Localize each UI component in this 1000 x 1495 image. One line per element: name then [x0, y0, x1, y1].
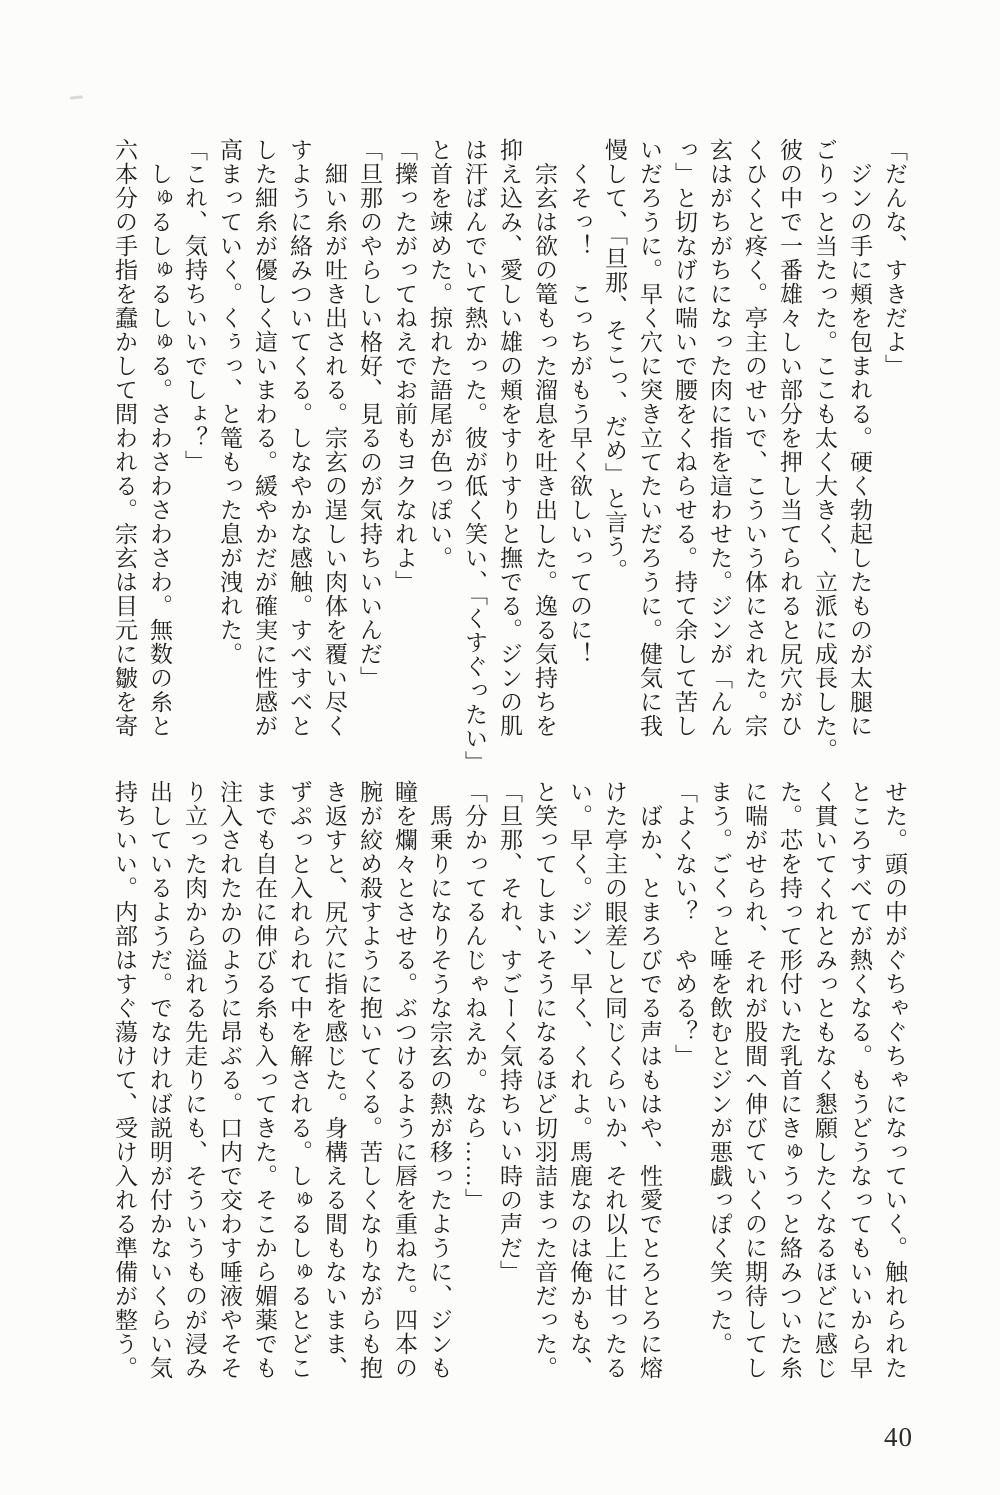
text-line: い。早く。ジン、早く、くれよ。馬鹿なのは俺かもな、 — [567, 780, 592, 1380]
text-line: 「分かってるんじゃねえか。なら……」 — [462, 780, 487, 1212]
text-line: すように絡みついてくる。しなやかな感触。すべすべと — [287, 138, 312, 738]
text-line: っ」と切なげに喘いで腰をくねらせる。持て余して苦し — [672, 138, 697, 738]
text-line: と笑ってしまいそうになるほど切羽詰まった音だった。 — [532, 780, 557, 1380]
text-line: く貫いてくれとみっともなく懇願したくなるほどに感じ — [812, 780, 837, 1380]
scan-artifact — [70, 95, 83, 99]
page-number: 40 — [884, 1422, 913, 1452]
text-line: 持ちいい。内部はすぐ蕩けて、受け入れる準備が整う。 — [112, 780, 137, 1380]
text-line: せた。頭の中がぐちゃぐちゃになっていく。触れられた — [882, 780, 907, 1380]
text-line: り立った肉から溢れる先走りにも、そういうものが浸み — [182, 780, 207, 1380]
text-line: 注入されたかのように昂ぶる。口内で交わす唾液やそそ — [217, 780, 242, 1380]
text-line: いだろうに。早く穴に突き立てたいだろうに。健気に我 — [637, 138, 662, 738]
text-line: ごりっと当たった。ここも太く大きく、立派に成長した。 — [812, 138, 837, 762]
bottom-text-block — [107, 780, 912, 1406]
text-line: ところすべてが熱くなる。もうどうなってもいいから早 — [847, 780, 872, 1380]
text-line: 宗玄は欲の篭もった溜息を吐き出した。逸る気持ちを — [532, 138, 557, 738]
text-line: した細糸が優しく這いまわる。緩やかだが確実に性感が — [252, 138, 277, 738]
text-line: 六本分の手指を蠢かして問われる。宗玄は目元に皺を寄 — [112, 138, 137, 738]
text-line: に喘がせられ、それが股間へ伸びていくのに期待してし — [742, 780, 767, 1380]
text-line: くそっ！ こっちがもう早く欲しいってのに！ — [567, 138, 592, 666]
text-line: 馬乗りになりそうな宗玄の熱が移ったように、ジンも — [427, 780, 452, 1380]
text-line: 細い糸が吐き出される。宗玄の逞しい肉体を覆い尽く — [322, 138, 347, 738]
text-line: 慢して、「旦那、そこっ、だめ」と言う。 — [602, 138, 627, 583]
text-line: 「よくない？ やめる？」 — [672, 780, 697, 1068]
text-line: 抑え込み、愛しい雄の頬をすりすりと撫でる。ジンの肌 — [497, 138, 522, 738]
text-line: き返すと、尻穴に指を感じた。身構える間もないまま、 — [322, 780, 347, 1380]
text-line: ずぷっと入れられて中を解される。しゅるしゅるとどこ — [287, 780, 312, 1380]
text-line: た。芯を持って形付いた乳首にきゅうっと絡みついた糸 — [777, 780, 802, 1380]
text-line: 高まっていく。くぅっ、と篭もった息が洩れた。 — [217, 138, 242, 666]
text-line: ジンの手に頬を包まれる。硬く勃起したものが太腿に — [847, 138, 872, 738]
text-line: は汗ばんでいて熱かった。彼が低く笑い、「くすぐったい」 — [462, 138, 487, 775]
text-line: しゅるしゅるしゅる。さわさわさわさわ。無数の糸と — [147, 138, 172, 738]
text-line: 「旦那、それ、すごーく気持ちいい時の声だ」 — [497, 780, 522, 1284]
text-line: くひくと疼く。亭主のせいで、こういう体にされた。宗 — [742, 138, 767, 738]
text-line: まう。ごくっと唾を飲むとジンが悪戯っぽく笑った。 — [707, 780, 732, 1356]
text-line: 腕が絞め殺すように抱いてくる。苦しくなりながらも抱 — [357, 780, 382, 1380]
text-line: 「だんな、すきだよ」 — [882, 138, 907, 378]
text-line: 出しているようだ。でなければ説明が付かないくらい気 — [147, 780, 172, 1380]
text-line: 「これ、気持ちいいでしょ？」 — [182, 138, 207, 474]
text-line: 彼の中で一番雄々しい部分を押し当てられると尻穴がひ — [777, 138, 802, 738]
text-line: までも自在に伸びる糸も入ってきた。そこから媚薬でも — [252, 780, 277, 1380]
text-line: ばか、とまろびでる声はもはや、性愛でとろとろに熔 — [637, 780, 662, 1380]
text-line: けた亭主の眼差しと同じくらいか、それ以上に甘ったる — [602, 780, 627, 1380]
text-line: 瞳を爛々とさせる。ぶつけるように唇を重ねた。四本の — [392, 780, 417, 1380]
text-line: 「旦那のやらしい格好、見るのが気持ちいいんだ」 — [357, 138, 382, 690]
text-line: 「擽ったがってねえでお前もヨクなれよ」 — [392, 138, 417, 594]
text-line: 玄はがちがちになった肉に指を這わせた。ジンが「んん — [707, 138, 732, 738]
text-line: と首を竦めた。掠れた語尾が色っぽい。 — [427, 138, 452, 570]
top-text-block — [107, 138, 912, 775]
